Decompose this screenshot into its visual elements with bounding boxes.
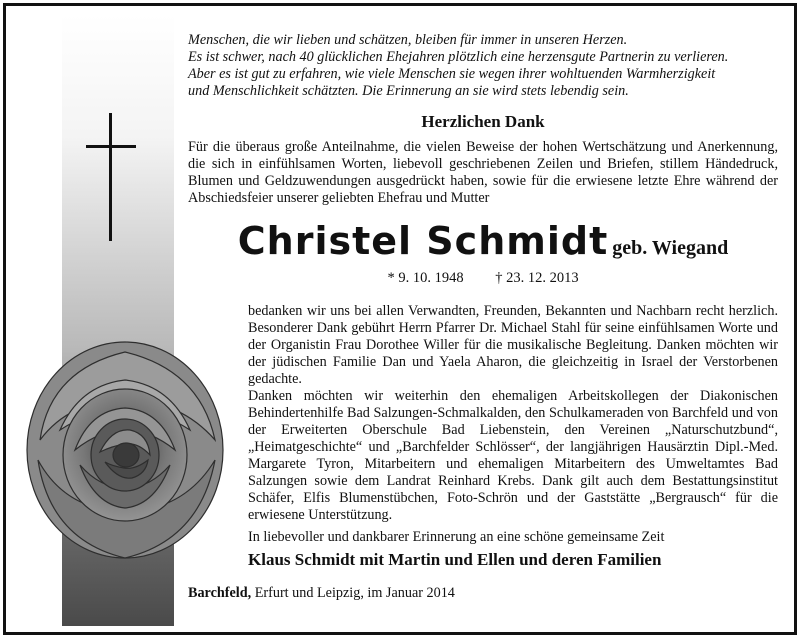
thanks-paragraph-2: bedanken wir uns bei allen Verwandten, Freunden, Bekannten und Nachbarn recht herzlich. Besonderer Dank gebührt Herrn Pfarrer Dr. Michael Stahl für seine einfühlsamen Worte und der Organistin Frau Dorothee Willer für die musikalische Begleitung. Danken möchten wir der jüdischen Familie Dan und Yaela Aharon, die gleichzeitig in Israel der Verstorbenen gedachte. bbox=[248, 303, 778, 387]
rose-image bbox=[20, 330, 230, 570]
intro-line: und Menschlichkeit schätzten. Die Erinnerung an sie wird stets lebendig sein. bbox=[188, 83, 629, 99]
maiden-name: geb. Wiegand bbox=[612, 237, 729, 259]
heading: Herzlichen Dank bbox=[421, 112, 545, 131]
intro-line: Aber es ist gut zu erfahren, wie viele Menschen sie wegen ihrer wohltuenden Warmherzigkeit bbox=[188, 66, 716, 82]
thanks-paragraph: Für die überaus große Anteilnahme, die vielen Beweise der hohen Wertschätzung und Anerkennung, die sich in einfühlsamen Worten, liebevoll geschriebenen Zeilen und Briefen, stillem Händedruck, Blumen und Geldzuwendungen ausgedrückt haben, sowie für die erwiesene letzte Ehre während der Abschiedsfeier unserer geliebten Ehefrau und Mutter bbox=[188, 139, 778, 206]
deceased-name-line bbox=[188, 219, 778, 263]
intro-poem bbox=[188, 32, 778, 100]
death-date: † 23. 12. 2013 bbox=[495, 270, 579, 286]
intro-line: Es ist schwer, nach 40 glücklichen Ehejahren plötzlich eine herzensgute Partnerin zu verlieren. bbox=[188, 49, 729, 65]
cross-icon bbox=[86, 113, 136, 241]
place-bold: Barchfeld, bbox=[188, 585, 252, 601]
intro-line: Menschen, die wir lieben und schätzen, bleiben für immer in unseren Herzen. bbox=[188, 32, 628, 48]
thanks-paragraph-3: Danken möchten wir weiterhin den ehemaligen Arbeitskollegen der Diakonischen Behindertenhilfe Bad Salzungen-Schmalkalden, den Schulkameraden von Barchfeld und von der Erweiterten Oberschule Bad Liebenstein, den Vereinen „Naturschutzbund“, „Heimatgeschichte“ und „Barchfelder Schlösser“, der langjährigen Hausärztin Dipl.-Med. Margarete Tyron, Mitarbeitern und ehemaligen Mitarbeitern des Umweltamtes Bad Salzungen sowie dem Landrat Reinhard Krebs. Dank gilt auch dem Bestattungsinstitut Schäfer, Elfis Blumenstübchen, Foto-Schrön und der Gaststätte „Bergrausch“ für die erwiesene Unterstützung. bbox=[248, 388, 778, 523]
place-rest: Erfurt und Leipzig, im Januar 2014 bbox=[251, 585, 455, 601]
birth-date: * 9. 10. 1948 bbox=[387, 270, 464, 286]
place-date bbox=[188, 585, 778, 602]
deceased-name: Christel Schmidt bbox=[237, 219, 609, 263]
signature: Klaus Schmidt mit Martin und Ellen und deren Familien bbox=[248, 550, 662, 569]
life-dates bbox=[188, 270, 778, 287]
memory-line: In liebevoller und dankbarer Erinnerung an eine schöne gemeinsame Zeit bbox=[248, 529, 665, 545]
